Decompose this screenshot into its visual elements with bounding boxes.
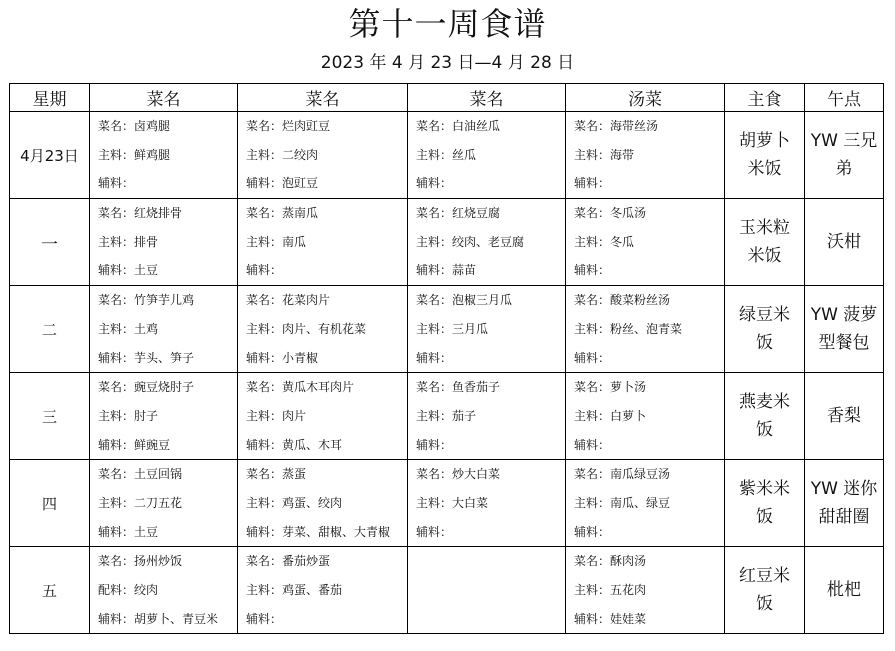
dish-cell <box>90 112 238 199</box>
soup-main: 主料：五花肉 <box>574 583 647 597</box>
dish-cell <box>238 373 408 460</box>
staple-line: 绿豆米 <box>739 305 790 326</box>
staple-cell <box>725 460 805 547</box>
dish-main: 主料：二刀五花 <box>98 495 183 510</box>
weekday-cell: 一 <box>10 199 90 286</box>
dish-aux: 辅料： <box>416 524 453 539</box>
dish-aux: 辅料： <box>416 176 453 191</box>
staple-line: 饭 <box>756 507 773 528</box>
dish-main: 主料：三月瓜 <box>416 321 489 336</box>
soup-cell <box>566 373 725 460</box>
dish-main: 主料：鸡蛋、绞肉 <box>246 495 343 510</box>
dish-aux: 辅料：土豆 <box>98 263 159 278</box>
dish-name: 菜名：花菜肉片 <box>246 293 331 308</box>
dish-main: 主料：绞肉、老豆腐 <box>416 234 525 249</box>
page-title: 第十一周食谱 <box>348 5 547 43</box>
dish-name: 菜名：烂肉豇豆 <box>246 119 331 133</box>
menu-table <box>9 83 884 634</box>
soup-name: 菜名：酸菜粉丝汤 <box>574 293 671 308</box>
dish-aux: 辅料： <box>416 437 453 452</box>
dish-cell <box>90 460 238 547</box>
staple-cell <box>725 112 805 199</box>
dish-name: 菜名：红烧排骨 <box>98 206 183 221</box>
dish-cell <box>408 373 566 460</box>
staple-line: 胡萝卜 <box>739 131 790 152</box>
header-row <box>10 84 884 112</box>
staple-cell <box>725 373 805 460</box>
dish-main: 配料：绞肉 <box>98 583 159 597</box>
snack-line: 弟 <box>835 159 853 180</box>
dish-cell <box>90 199 238 286</box>
snack-line: 香梨 <box>827 406 861 427</box>
soup-cell <box>566 199 725 286</box>
soup-cell <box>566 112 725 199</box>
dish-aux: 辅料：胡萝卜、青豆米 <box>98 611 219 626</box>
weekday-cell: 二 <box>10 286 90 373</box>
table-row <box>10 112 884 199</box>
dish-name: 菜名：红烧豆腐 <box>416 206 501 221</box>
dish-aux: 辅料：小青椒 <box>246 350 319 365</box>
staple-line: 饭 <box>756 333 773 354</box>
snack-cell <box>805 547 884 634</box>
staple-cell <box>725 199 805 286</box>
table-row <box>10 547 884 634</box>
dish-aux: 辅料： <box>246 263 283 278</box>
soup-aux: 辅料：娃娃菜 <box>574 611 647 626</box>
dish-name: 菜名：豌豆烧肘子 <box>98 380 195 395</box>
dish-main: 主料：鲜鸡腿 <box>98 147 171 162</box>
soup-main: 主料：白萝卜 <box>574 408 647 423</box>
soup-aux: 辅料： <box>574 524 611 539</box>
soup-main: 主料：南瓜、绿豆 <box>574 495 671 510</box>
staple-line: 燕麦米 <box>739 392 790 413</box>
dish-name: 菜名：蒸蛋 <box>246 467 307 482</box>
dish-main: 主料：鸡蛋、番茄 <box>246 583 343 597</box>
dish-name: 菜名：白油丝瓜 <box>416 119 501 133</box>
staple-line: 米饭 <box>747 159 782 180</box>
dish-name: 菜名：泡椒三月瓜 <box>416 293 513 308</box>
header-snack: 午点 <box>805 84 884 112</box>
staple-line: 饭 <box>756 420 773 441</box>
dish-main: 主料：二绞肉 <box>246 147 319 162</box>
table-row <box>10 286 884 373</box>
soup-name: 菜名：酥肉汤 <box>574 554 647 569</box>
dish-main: 主料：丝瓜 <box>416 147 477 162</box>
dish-cell <box>238 112 408 199</box>
dish-name: 菜名：扬州炒饭 <box>98 554 183 569</box>
dish-main: 主料：大白菜 <box>416 495 489 510</box>
snack-line: YW 三兄 <box>810 131 878 152</box>
soup-aux: 辅料： <box>574 176 611 191</box>
snack-cell <box>805 286 884 373</box>
dish-name: 菜名：竹笋芋儿鸡 <box>98 293 195 308</box>
dish-cell <box>408 199 566 286</box>
soup-cell <box>566 547 725 634</box>
dish-aux: 辅料：鲜豌豆 <box>98 437 171 452</box>
weekday-cell: 五 <box>10 547 90 634</box>
dish-name: 菜名：鱼香茄子 <box>416 380 501 395</box>
dish-main: 主料：肉片、有机花菜 <box>246 321 367 336</box>
snack-line: 甜甜圈 <box>818 507 870 528</box>
dish-cell <box>90 547 238 634</box>
staple-cell <box>725 286 805 373</box>
staple-line: 玉米粒 <box>739 218 790 239</box>
snack-cell <box>805 199 884 286</box>
dish-main: 主料：土鸡 <box>98 321 159 336</box>
dish-cell <box>408 460 566 547</box>
dish-main: 主料：肘子 <box>98 408 159 423</box>
dish-cell <box>408 286 566 373</box>
staple-line: 米饭 <box>747 246 782 267</box>
soup-main: 主料：粉丝、泡青菜 <box>574 321 683 336</box>
snack-line: 枇杷 <box>827 580 861 601</box>
dish-main: 主料：茄子 <box>416 408 477 423</box>
dish-aux: 辅料： <box>246 611 283 626</box>
soup-aux: 辅料： <box>574 263 611 278</box>
snack-cell <box>805 460 884 547</box>
header-weekday: 星期 <box>10 84 90 112</box>
header-soup: 汤菜 <box>566 84 725 112</box>
dish-aux: 辅料：黄瓜、木耳 <box>246 437 343 452</box>
date-range: 2023 年 4 月 23 日—4 月 28 日 <box>320 53 575 73</box>
table-row <box>10 199 884 286</box>
dish-name: 菜名：蒸南瓜 <box>246 206 319 221</box>
snack-line: YW 菠萝 <box>810 305 878 326</box>
soup-cell <box>566 286 725 373</box>
header-dish-2: 菜名 <box>238 84 408 112</box>
dish-aux: 辅料： <box>416 350 453 365</box>
header-staple: 主食 <box>725 84 805 112</box>
dish-cell <box>90 373 238 460</box>
dish-name: 菜名：番茄炒蛋 <box>246 554 331 569</box>
dish-cell <box>90 286 238 373</box>
dish-aux: 辅料：芽菜、甜椒、大青椒 <box>246 524 391 539</box>
dish-cell <box>408 112 566 199</box>
table-row <box>10 373 884 460</box>
weekday-cell: 4月23日 <box>10 112 90 199</box>
dish-aux: 辅料：蒜苗 <box>416 263 477 278</box>
dish-main: 主料：肉片 <box>246 408 307 423</box>
dish-aux: 辅料：土豆 <box>98 524 159 539</box>
snack-line: 沃柑 <box>827 232 861 253</box>
weekday-cell: 三 <box>10 373 90 460</box>
snack-line: 型餐包 <box>818 333 870 354</box>
soup-main: 主料：海带 <box>574 147 635 162</box>
dish-cell <box>238 286 408 373</box>
soup-name: 菜名：海带丝汤 <box>574 119 659 133</box>
table-row <box>10 460 884 547</box>
soup-aux: 辅料： <box>574 437 611 452</box>
soup-name: 菜名：南瓜绿豆汤 <box>574 467 671 482</box>
snack-line: YW 迷你 <box>810 479 878 500</box>
staple-line: 饭 <box>756 594 773 615</box>
staple-line: 紫米米 <box>739 479 790 500</box>
dish-cell <box>238 547 408 634</box>
soup-cell <box>566 460 725 547</box>
snack-cell <box>805 112 884 199</box>
dish-cell <box>238 199 408 286</box>
header-dish-3: 菜名 <box>408 84 566 112</box>
soup-name: 菜名：萝卜汤 <box>574 380 647 395</box>
soup-main: 主料：冬瓜 <box>574 234 635 249</box>
snack-cell <box>805 373 884 460</box>
header-dish-1: 菜名 <box>90 84 238 112</box>
staple-line: 红豆米 <box>739 566 790 587</box>
dish-aux: 辅料：芋头、笋子 <box>98 350 195 365</box>
dish-main: 主料：南瓜 <box>246 234 307 249</box>
dish-name: 菜名：土豆回锅 <box>98 467 183 482</box>
soup-aux: 辅料： <box>574 350 611 365</box>
weekday-cell: 四 <box>10 460 90 547</box>
dish-name: 菜名：卤鸡腿 <box>98 119 171 133</box>
dish-aux: 辅料： <box>98 176 135 191</box>
dish-aux: 辅料：泡豇豆 <box>246 176 319 191</box>
dish-main: 主料：排骨 <box>98 234 159 249</box>
staple-cell <box>725 547 805 634</box>
soup-name: 菜名：冬瓜汤 <box>574 206 647 221</box>
dish-name: 菜名：炒大白菜 <box>416 467 501 482</box>
dish-name: 菜名：黄瓜木耳肉片 <box>246 380 355 395</box>
dish-cell-empty <box>408 547 566 634</box>
dish-cell <box>238 460 408 547</box>
